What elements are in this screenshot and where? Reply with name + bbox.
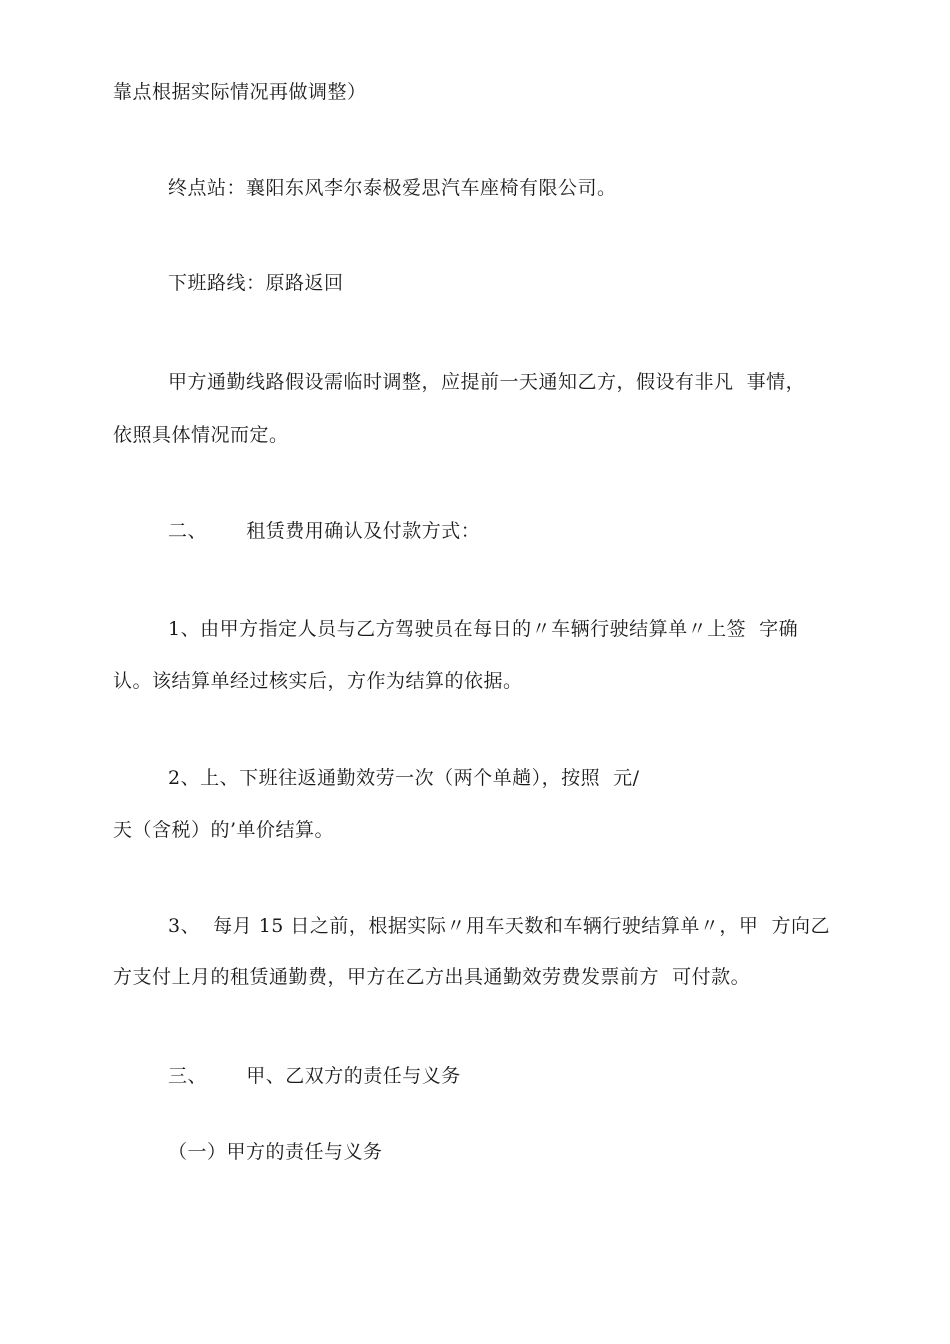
section-heading: 三、 甲、乙双方的责任与义务 xyxy=(168,1065,461,1087)
text-line: 3、 每月 15 日之前，根据实际〃用车天数和车辆行驶结算单〃，甲 方向乙 xyxy=(168,915,831,937)
text-line: 认。该结算单经过核实后，方作为结算的依据。 xyxy=(113,670,523,692)
text-line: 依照具体情况而定。 xyxy=(113,424,289,446)
text-line: 2、上、下班往返通勤效劳一次（两个单趟），按照 元/ xyxy=(168,767,640,789)
text-line: 下班路线：原路返回 xyxy=(168,272,344,294)
subsection-heading: （一）甲方的责任与义务 xyxy=(168,1141,383,1163)
text-line: 方支付上月的租赁通勤费，甲方在乙方出具通勤效劳费发票前方 可付款。 xyxy=(113,966,751,988)
text-line: 终点站：襄阳东风李尔泰极爱思汽车座椅有限公司。 xyxy=(168,177,617,199)
text-line: 1、由甲方指定人员与乙方驾驶员在每日的〃车辆行驶结算单〃上签 字确 xyxy=(168,618,799,640)
text-line: 天（含税）的’单价结算。 xyxy=(113,819,335,841)
text-line: 靠点根据实际情况再做调整） xyxy=(113,81,367,103)
text-line: 甲方通勤线路假设需临时调整，应提前一天通知乙方，假设有非凡 事情， xyxy=(168,371,806,393)
section-heading: 二、 租赁费用确认及付款方式： xyxy=(168,520,481,542)
